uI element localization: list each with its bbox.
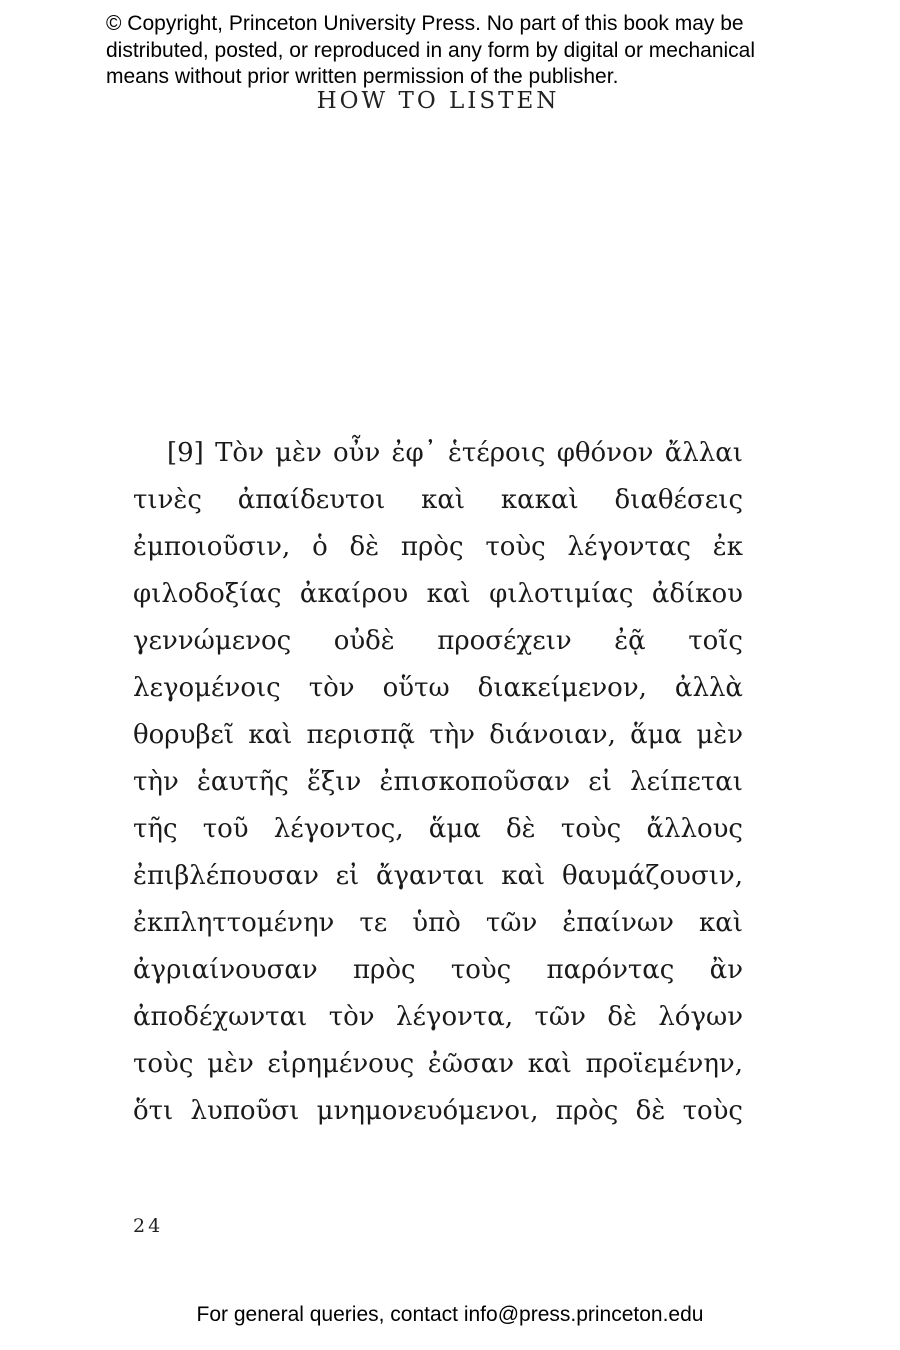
text-line: τῆς τοῦ λέγοντος, ἅμα δὲ τοὺς ἄλλους [133, 814, 743, 844]
text-line: ὅτι λυποῦσι μνημονευόμενοι, πρὸς δὲ τοὺς [133, 1096, 743, 1126]
text-line: ἐμποιοῦσιν, ὁ δὲ πρὸς τοὺς λέγοντας ἐκ [133, 532, 743, 562]
copyright-notice [106, 11, 826, 91]
text-line: [9] Τὸν μὲν οὖν ἐφ᾽ ἑτέροις φθόνον ἄλλαι [167, 438, 743, 468]
copyright-line: © Copyright, Princeton University Press. No part of this book may be [106, 12, 744, 35]
greek-body-text [133, 430, 743, 1135]
text-line: ἀγριαίνουσαν πρὸς τοὺς παρόντας ἂν [133, 955, 743, 985]
text-line: τοὺς μὲν εἰρημένους ἐῶσαν καὶ προϊεμένην, [133, 1049, 743, 1079]
copyright-line: means without prior written permission of the publisher. [106, 65, 619, 88]
text-line: λεγομένοις τὸν οὕτω διακείμενον, ἀλλὰ [133, 673, 743, 703]
page-number: 24 [133, 1215, 164, 1237]
footer-contact: For general queries, contact info@press.princeton.edu [196, 1303, 704, 1326]
text-line: τὴν ἑαυτῆς ἕξιν ἐπισκοποῦσαν εἰ λείπεται [133, 767, 743, 797]
text-line: γεννώμενος οὐδὲ προσέχειν ἐᾷ τοῖς [133, 626, 743, 656]
text-line: ἐκπληττομένην τε ὑπὸ τῶν ἐπαίνων καὶ [133, 908, 743, 938]
text-line: ἐπιβλέπουσαν εἰ ἄγανται καὶ θαυμάζουσιν, [133, 861, 743, 891]
text-line: θορυβεῖ καὶ περισπᾷ τὴν διάνοιαν, ἅμα μὲν [133, 720, 743, 750]
text-line: ἀποδέχωνται τὸν λέγοντα, τῶν δὲ λόγων [133, 1002, 743, 1032]
copyright-line: distributed, posted, or reproduced in any form by digital or mechanical [106, 38, 756, 62]
text-line: τινὲς ἀπαίδευτοι καὶ κακαὶ διαθέσεις [133, 485, 743, 515]
text-line: φιλοδοξίας ἀκαίρου καὶ φιλοτιμίας ἀδίκου [133, 579, 743, 609]
running-head: HOW TO LISTEN [316, 88, 560, 114]
